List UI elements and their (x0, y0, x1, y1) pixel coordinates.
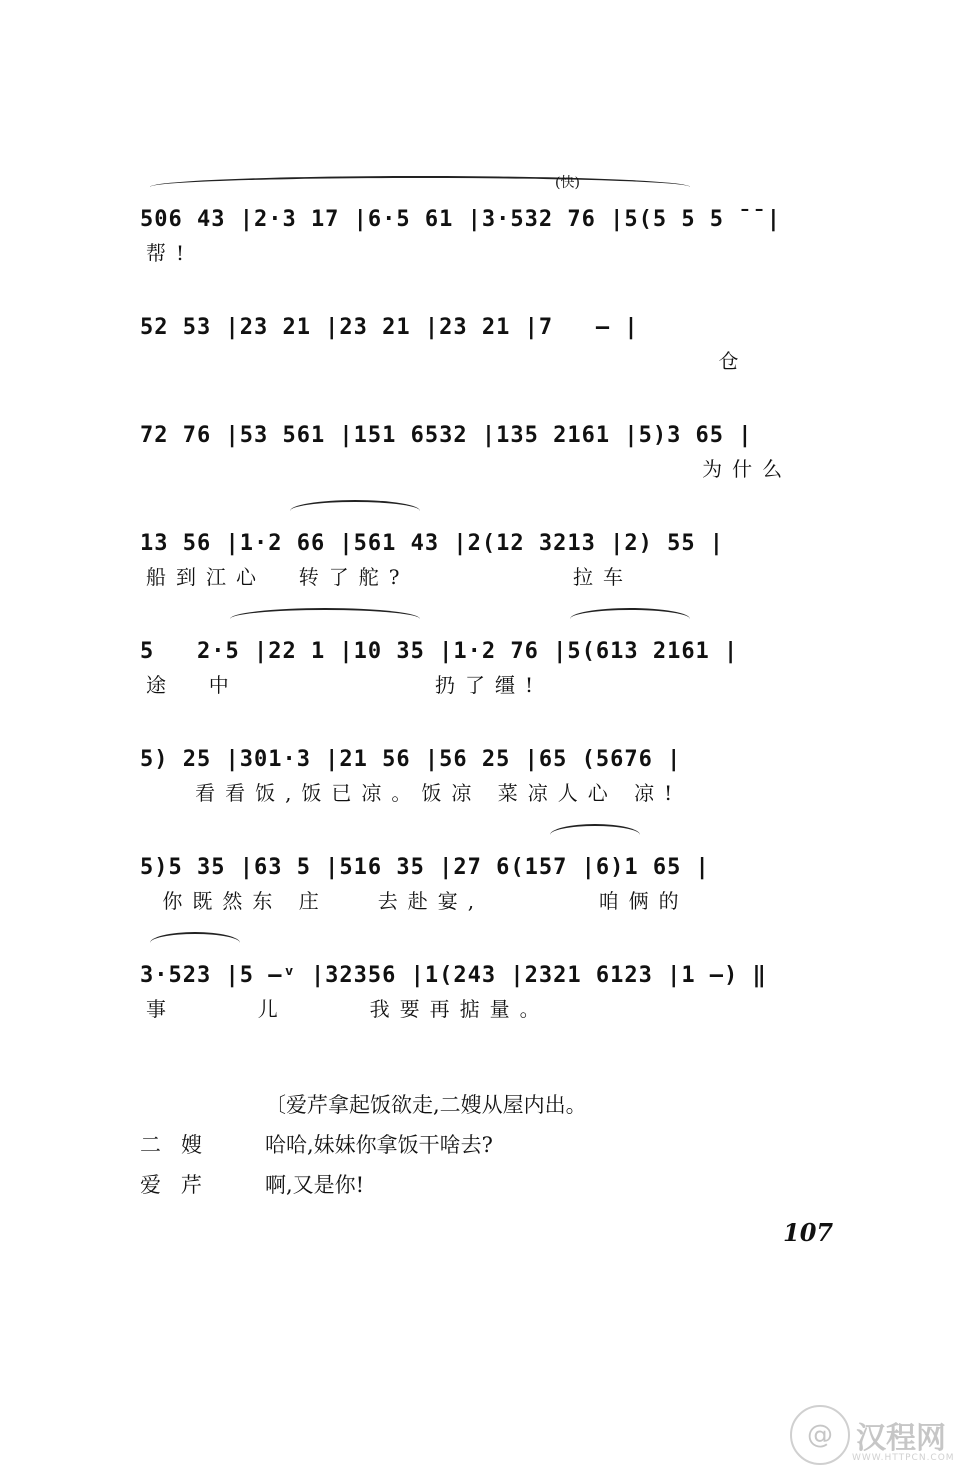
slur (570, 608, 690, 630)
slur (230, 608, 420, 630)
speaker-name: 二嫂 (140, 1133, 222, 1157)
swirl-logo-icon: @ (790, 1405, 850, 1465)
slur (550, 824, 640, 846)
notation-line: 5)5 35 |63 5 |516 35 |27 6(157 |6)1 65 | (140, 855, 710, 880)
dialogue-section (140, 1085, 860, 1205)
watermark-url: WWW.HTTPCN.COM (852, 1453, 955, 1463)
tempo-marking: (快) (555, 175, 580, 191)
notation-line: 5 2·5 |22 1 |10 35 |1·2 76 |5(613 2161 | (140, 639, 739, 664)
dialogue-text: 哈哈,妹妹你拿饭干啥去? (265, 1133, 493, 1157)
lyrics-line: 事 儿 我要再掂量。 (146, 997, 550, 1021)
score-system-3 (140, 376, 860, 484)
score-system-4 (140, 484, 860, 592)
notation-line: 3·523 |5 —ᵛ |32356 |1(243 |2321 6123 |1 —) ‖ (140, 963, 767, 988)
dialogue-text: 啊,又是你! (265, 1173, 365, 1197)
watermark-text: 汉程网 (856, 1421, 946, 1456)
lyrics-line: 帮! (146, 241, 195, 265)
notation-line: 5) 25 |301·3 |21 56 |56 25 |65 (5676 | (140, 747, 682, 772)
lyrics-line: 为什么 (146, 457, 793, 481)
lyrics-line: 途 中 扔了缰! (146, 673, 544, 697)
dialogue-line (140, 1165, 860, 1205)
slur (290, 500, 420, 522)
notation-line: 52 53 |23 21 |23 21 |23 21 |7 — | (140, 315, 639, 340)
score-system-1 (140, 160, 860, 268)
stage-direction: 〔爱芹拿起饭欲走,二嫂从屋内出。 (265, 1093, 587, 1117)
score-system-8 (140, 916, 860, 1024)
speaker-name: 爱芹 (140, 1173, 222, 1197)
score-system-7 (140, 808, 860, 916)
dialogue-line (140, 1125, 860, 1165)
score-system-6 (140, 700, 860, 808)
lyrics-line: 仓 (146, 349, 749, 373)
slur (150, 176, 690, 198)
page-number: 107 (783, 1218, 834, 1247)
notation-line: 72 76 |53 561 |151 6532 |135 2161 |5)3 65 | (140, 423, 753, 448)
score-system-2 (140, 268, 860, 376)
notation-line: 13 56 |1·2 66 |561 43 |2(12 3213 |2) 55 | (140, 531, 725, 556)
lyrics-line: 船到江心 转了舵? 拉车 (146, 565, 634, 589)
watermark (790, 1405, 955, 1465)
slur (150, 932, 240, 954)
notation-line: 506 43 |2·3 17 |6·5 61 |3·532 76 |5(5 5 5 ¯¯| (140, 207, 782, 232)
score-system-5 (140, 592, 860, 700)
lyrics-line: 看看饭,饭已凉。饭凉 菜凉人心 凉! (146, 781, 683, 805)
lyrics-line: 你既然东 庄 去赴宴, 咱俩的 (146, 889, 689, 913)
music-score (140, 160, 860, 1024)
